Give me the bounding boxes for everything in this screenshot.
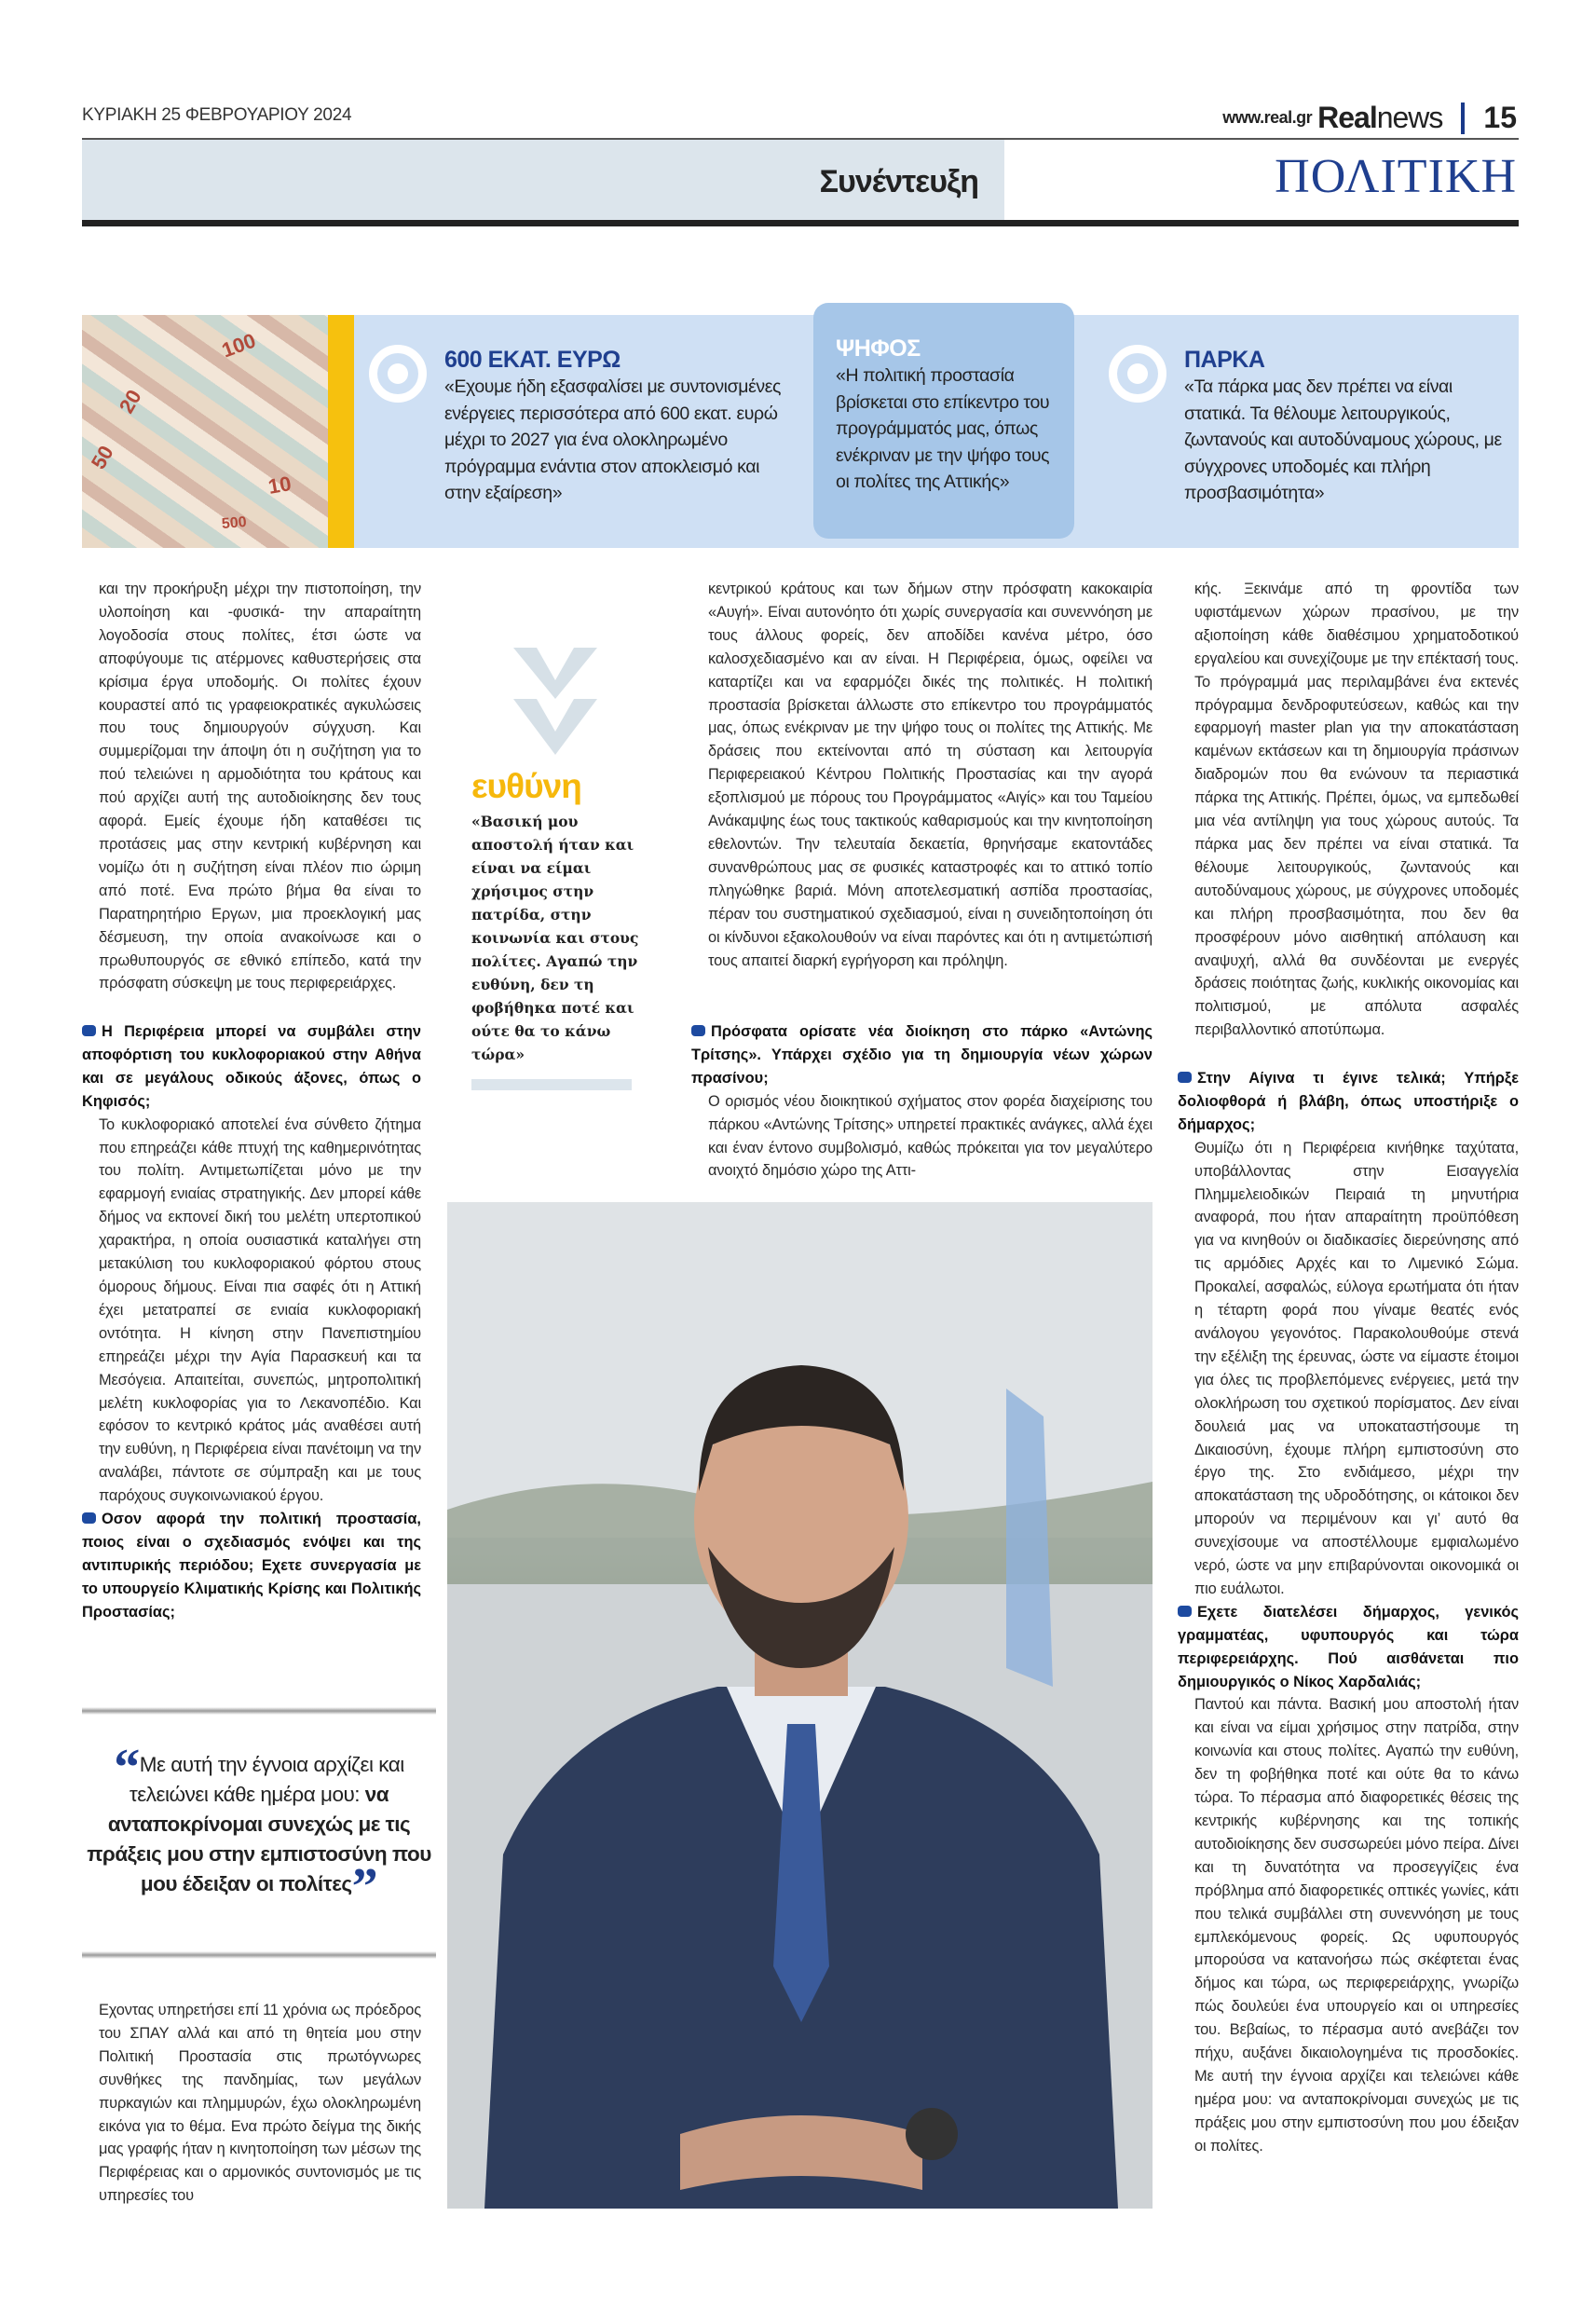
header-thick-rule — [82, 220, 1519, 226]
pull-quote-regular: Με αυτή την έγνοια αρχίζει και τελειώνει κάθε ημέρα μου: — [129, 1753, 404, 1806]
pull-quote-rule — [82, 1707, 436, 1715]
sidebar-rule — [471, 1079, 632, 1090]
note-label: 20 — [114, 385, 146, 417]
open-quote-icon: “ — [114, 1739, 140, 1797]
section-label: Συνέντευξη — [819, 164, 978, 199]
highlight-text: «Εχουμε ήδη εξασφαλίσει με συντονισμένες ενέργειες περισσότερα από 600 εκατ. ευρώ μέχρι το 2027 για ένα ολοκληρωμένο πρόγραμμα ενάντια στον αποκλεισμό και στην εξαίρεση» — [444, 376, 782, 503]
paragraph: κεντρικού κράτους και των δήμων στην πρόσφατη κακοκαιρία «Αυγή». Είναι αυτονόητο ότι χωρίς συνεργασία και συνεννόηση με τους άλλους φορείς, δεν αποδίδει κανένα μέτρο, όσο καλοσχεδιασμένο και αν είναι. Η Περιφέρεια, όμως, οφείλει να καταρτίζει και να εφαρμόζει δικές της πολιτικές. Η πολιτική προστασία βρίσκεται άλλωστε στο επίκεντρο του προγράμματός μας, όπως ενέκριναν με την ψήφο τους οι πολίτες της Αττικής. Με δράσεις που εκτείνονται από τη σύσταση και λειτουργία Περιφερειακού Κέντρου Πολιτικής Προστασίας και την αγορά εξοπλισμού με πόρους του Προγράμματος «Αιγίς» και του Ταμείου Ανάκαμψης έως τους τακτικούς καθαρισμούς και την κινητοποίηση εθελοντών. Την τελευταία δεκαετία, θρηνήσαμε εκατοντάδες συνανθρώπους μας σε φυσικές καταστροφές και το αττικό τοπίο πληγώθηκε βαριά. Μόνη αποτελεσματική ασπίδα προστασίας, πέραν του συστηματικού σχεδιασμού, είναι η συνειδητοποίηση ότι οι κίνδυνοι εξακολουθούν να είναι παρόντες και ότι η αντιμετώπισή τους απαιτεί διαρκή εγρήγορση και πρόληψη. — [708, 581, 1153, 969]
question-text: Εχετε διατελέσει δήμαρχος, γενικός γραμματέας, υφυπουργός και τώρα περιφερειάρχης. Πού αισθάνεται πιο δημιουργικός ο Νίκος Χαρδαλιάς; — [1178, 1603, 1519, 1690]
note-label: 10 — [266, 472, 293, 499]
article-column-1-end — [99, 1999, 421, 2208]
paragraph: κής. Ξεκινάμε από τη φροντίδα των υφιστάμενων χώρων πρασίνου, με την αξιοποίηση κάθε διαθέσιμου χρηματοδοτικού εργαλείου και συνεχίζουμε με την επέκτασή τους. Το πρόγραμμά μας περιλαμβάνει ένα εκτενές πρόγραμμα δενδροφυτεύσεων, καθώς και την εφαρμογή master plan για την αποκατάσταση καμένων εκτάσεων και τη δημιουργία πράσινων διαδρομών που θα ενώνουν τα περιαστικά πάρκα της Αττικής. Πρέπει, όμως, να εμπεδωθεί μια νέα αντίληψη για τους χώρους αυτούς. Τα πάρκα μας δεν πρέπει να είναι στατικά. Τα θέλουμε λειτουργικούς, ζωντανούς και αυτοδύναμους χώρους, με σύγχρονες υποδομές και πλήρη προσβασιμότητα, που δεν θα προσφέρουν μόνο αισθητική απόλαυση και αναψυχή, αλλά θα συνδέονται με ενεργές δράσεις ποιότητας ζωής, κυκλικής οικονομίας και πολιτισμού, με απόλυτα ασφαλές περιβαλλοντικό αποτύπωμα. — [1194, 581, 1519, 1039]
article-column-2-q — [691, 1020, 1153, 1183]
masthead — [1222, 101, 1517, 135]
portrait-photo — [447, 1202, 1153, 2209]
question-text: Οσον αφορά την πολιτική προστασία, ποιος είναι ο σχεδιασμός ενόψει και της αντιπυρικής περιόδου; Εχετε συνεργασία με το υπουργείο Κλιματικής Κρίσης και Πολιτικής Προστασίας; — [82, 1511, 421, 1621]
pull-quote-bold: να ανταποκρίνομαι συνεχώς με τις πράξεις μου στην εμπιστοσύνη που μου έδειξαν οι πολίτες — [87, 1783, 431, 1895]
article-column-3 — [1194, 578, 1519, 1042]
highlight-title: ΨΗΦΟΣ — [836, 335, 921, 362]
highlight-vote — [836, 335, 1064, 496]
target-ring-icon — [369, 345, 427, 403]
interview-question — [1178, 1067, 1519, 1137]
paragraph: Παντού και πάντα. Βασική μου αποστολή ήταν και είναι να είμαι χρήσιμος στην πατρίδα, στην κοινωνία και στους πολίτες. Αγαπώ την ευθύνη, δεν τη φοβήθηκα ποτέ και ούτε θα το κάνω τώρα. Το πέρασμα από διαφορετικές θέσεις της κεντρικής κυβέρνησης και της τοπικής αυτοδιοίκησης δεν συσσωρεύει μόνο πείρα. Δίνει και τη δυνατότητα να προσεγγίζεις ένα πρόβλημα από διαφορετικές οπτικές γωνίες, κάτι που τελικά συμβάλλει στη συνεννόηση με τους εμπλεκόμενους φορείς. Ως υφυπουργός μπορούσα να κατανοήσω πώς σκέφτεται ένας δήμος και τώρα, ως περιφερειάρχης, γνωρίζω πώς δουλεύει ένα υπουργείο και οι υπηρεσίες του. Βεβαίως, το πέρασμα αυτό ανεβάζει τον πήχυ, αυξάνει δικαιολογημένα τις προσδοκίες. Με αυτή την έγνοια αρχίζει και τελειώνει κάθε ημέρα μου: να ανταποκρίνομαι συνεχώς με τις πράξεις μου στην εμπιστοσύνη που μου έδειξαν οι πολίτες. — [1194, 1696, 1519, 2155]
sidebar-heading: ευθύνη — [471, 767, 581, 805]
euro-banknotes-image — [82, 315, 328, 548]
bullet-square-icon — [82, 1512, 96, 1524]
divider — [1461, 103, 1465, 134]
bullet-square-icon — [82, 1025, 96, 1036]
note-label: 50 — [86, 441, 118, 473]
realnews-logo — [1317, 101, 1442, 135]
pull-quote-rule — [82, 1951, 436, 1959]
bullet-square-icon — [691, 1025, 705, 1036]
bullet-square-icon — [1178, 1072, 1192, 1083]
highlight-title: ΠΑΡΚΑ — [1184, 347, 1265, 373]
paragraph: Εχοντας υπηρετήσει επί 11 χρόνια ως πρόεδρος του ΣΠΑΥ αλλά και από τη θητεία μου στην Πολιτική Προστασία στις πρωτόγνωρες συνθήκες της πανδημίας, των μεγάλων πυρκαγιών και πλημμυρών, έχω ολοκληρωμένη εικόνα για το θέμα. Ενα πρώτο δείγμα της δικής μας γραφής ήταν η κινητοποίηση των μέσων της Περιφέρειας και ο αρμονικός συντονισμός με τις υπηρεσίες του — [99, 2002, 421, 2205]
article-column-1-q1 — [82, 1020, 421, 1624]
sidebar-quote-box — [471, 643, 639, 1090]
pull-quote-text — [82, 1739, 436, 1916]
pull-quote — [82, 1707, 436, 1959]
question-text: Η Περιφέρεια μπορεί να συμβάλει στην αποφόρτιση του κυκλοφοριακού στην Αθήνα και σε μεγάλους οδικούς άξονες, όπως ο Κηφισός; — [82, 1023, 421, 1110]
interview-question — [691, 1020, 1153, 1090]
highlight-text: «Τα πάρκα μας δεν πρέπει να είναι στατικά. Τα θέλουμε λειτουργικούς, ζωντανούς και αυτοδύναμους χώρους, με σύγχρονες υποδομές και πλήρη προσβασιμότητα» — [1184, 376, 1502, 503]
note-label: 500 — [221, 513, 248, 533]
sidebar-quote-text: «Βασική μου αποστολή ήταν και είναι να είμαι χρήσιμος στην πατρίδα, στην κοινωνία και στους πολίτες. Αγαπώ την ευθύνη, δεν τη φοβήθηκα ποτέ και ούτε θα το κάνω τώρα» — [471, 813, 639, 1063]
paragraph: και την προκήρυξη μέχρι την πιστοποίηση, την υλοποίηση και -φυσικά- την απαραίτητη λογοδοσία στους πολίτες, έτσι ώστε να αποφύγουμε τις ατέρμονες καθυστερήσεις στα κρίσιμα έργα υποδομής. Οι πολίτες έχουν κουραστεί από τις γραφειοκρατικές αγκυλώσεις που τους δημιουργούν σύγχυση. Και συμμερίζομαι την άποψη ότι η συζήτηση για το πού τελειώνει η αρμοδιότητα του κράτους και πού αρχίζει αυτή της αυτοδιοίκησης δεν τους αφορά. Εμείς έχουμε ήδη καταθέσει τις προτάσεις μας στην κεντρική κυβέρνηση και νομίζω ότι η συζήτηση είναι πλέον πιο ώριμη από ποτέ. Ενα πρώτο βήμα θα είναι το Παρατηρητήριο Εργων, μια προεκλογική μας δέσμευση, την οποία ανακοίνωσε και ο πρωθυπουργός σε εθνικό επίπεδο, κατά την πρόσφατη σύσκεψη με τους περιφερειάρχες. — [99, 581, 421, 992]
highlight-funds — [444, 347, 798, 507]
target-ring-icon — [1109, 345, 1166, 403]
highlight-parks — [1184, 347, 1506, 507]
double-chevron-down-icon — [509, 643, 602, 759]
yellow-stripe — [328, 315, 354, 548]
question-text: Στην Αίγινα τι έγινε τελικά; Υπήρξε δολιοφθορά ή βλάβη, όπως υποστήριξε ο δήμαρχος; — [1178, 1070, 1519, 1133]
paragraph: Ο ορισμός νέου διοικητικού σχήματος στον φορέα διαχείρισης του πάρκου «Αντώνης Τρίτσης» υπηρετεί πρακτικές ανάγκες, αλλά έχει και έναν έντονο συμβολισμό, καθώς πρόκειται για τον μεγαλύτερο ανοιχτό δημόσιο χώρο της Αττι- — [708, 1092, 1153, 1180]
bullet-square-icon — [1178, 1606, 1192, 1617]
category-title: ΠΟΛΙΤΙΚΗ — [1275, 150, 1517, 203]
paragraph: Θυμίζω ότι η Περιφέρεια κινήθηκε ταχύτατα, υποβάλλοντας στην Εισαγγελία Πλημμελειοδικών Πειραιά τη μηνυτήρια αναφορά, που ήταν απαραίτητη προϋπόθεση για να κινηθούν οι διαδικασίες διερεύνησης από τις αρμόδιες Αρχές και το Λιμενικό Σώμα. Προκαλεί, ασφαλώς, εύλογα ερωτήματα ότι ήταν η τέταρτη φορά που γίναμε θεατές ενός ανάλογου γεγονότος. Παρακολουθούμε στενά την εξέλιξη της έρευνας, ώστε να είμαστε έτοιμοι για όλες τις προβλεπόμενες ενέργειες, μετά την ολοκλήρωση του σχετικού πορίσματος. Δεν είναι δουλειά μας να υποκαταστήσουμε τη Δικαιοσύνη, έχουμε πλήρη εμπιστοσύνη στο έργο της. Στο ενδιάμεσο, μέχρι την αποκατάσταση της υδροδότησης, οι κάτοικοι δεν μπορούν να περιμένουν και γι’ αυτό θα συνεχίσουμε να αποστέλλουμε εμφιαλωμένο νερό, ώστε να μην επιβαρύνονται οικονομικά οι πιο ευάλωτοι. — [1194, 1139, 1519, 1597]
article-column-1 — [99, 578, 421, 995]
highlight-text: «Η πολιτική προστασία βρίσκεται στο επίκεντρο του προγράμματός μας, όπως ενέκριναν με την ψήφο τους οι πολίτες της Αττικής» — [836, 365, 1050, 492]
highlight-title: 600 ΕΚΑΤ. ΕΥΡΩ — [444, 347, 621, 373]
logo-light: news — [1376, 101, 1443, 134]
page-number: 15 — [1483, 101, 1517, 134]
paragraph: Το κυκλοφοριακό αποτελεί ένα σύνθετο ζήτημα που επηρεάζει κάθε πτυχή της καθημερινότητας του πολίτη. Αντιμετωπίζεται μόνο με την εφαρμογή ενιαίας στρατηγικής. Δεν μπορεί κάθε δήμος να εκπονεί δική του μελέτη υπερτοπικού χαρακτήρα, η οποία ουσιαστικά καταλήγει στη μετακύλιση του κυκλοφοριακού φόρτου στους όμορους δήμους. Είναι πια σαφές ότι η Αττική έχει μετατραπεί σε ενιαία κυκλοφοριακή οντότητα. Η κίνηση στην Πανεπιστημίου επηρεάζει μέχρι την Αγία Παρασκευή και τα Μεσόγεια. Απαιτείται, συνεπώς, μητροπολιτική μελέτη κυκλοφορίας για το Λεκανοπέδιο. Και εφόσον το κεντρικό κράτος μάς αναθέσει αυτή την ευθύνη, η Περιφέρεια είναι πανέτοιμη να την αναλάβει, πάντοτε σε σύμπραξη και με τους παρόχους συγκοινωνιακού έργου. — [99, 1115, 421, 1505]
issue-date: ΚΥΡΙΑΚΗ 25 ΦΕΒΡΟΥΑΡΙΟΥ 2024 — [82, 105, 352, 125]
site-url[interactable]: www.real.gr — [1222, 108, 1313, 127]
interview-question — [1178, 1601, 1519, 1694]
question-text: Πρόσφατα ορίσατε νέα διοίκηση στο πάρκο «Αντώνης Τρίτσης». Υπάρχει σχέδιο για τη δημιουργία νέων χώρων πρασίνου; — [691, 1023, 1153, 1087]
note-label: 100 — [218, 328, 259, 363]
interview-question — [82, 1020, 421, 1114]
article-column-2 — [708, 578, 1153, 972]
article-column-3-q — [1178, 1067, 1519, 2158]
portrait-illustration — [447, 1202, 1153, 2209]
close-quote-icon: ” — [351, 1858, 378, 1916]
interview-question — [82, 1508, 421, 1624]
logo-bold: Real — [1317, 101, 1377, 134]
